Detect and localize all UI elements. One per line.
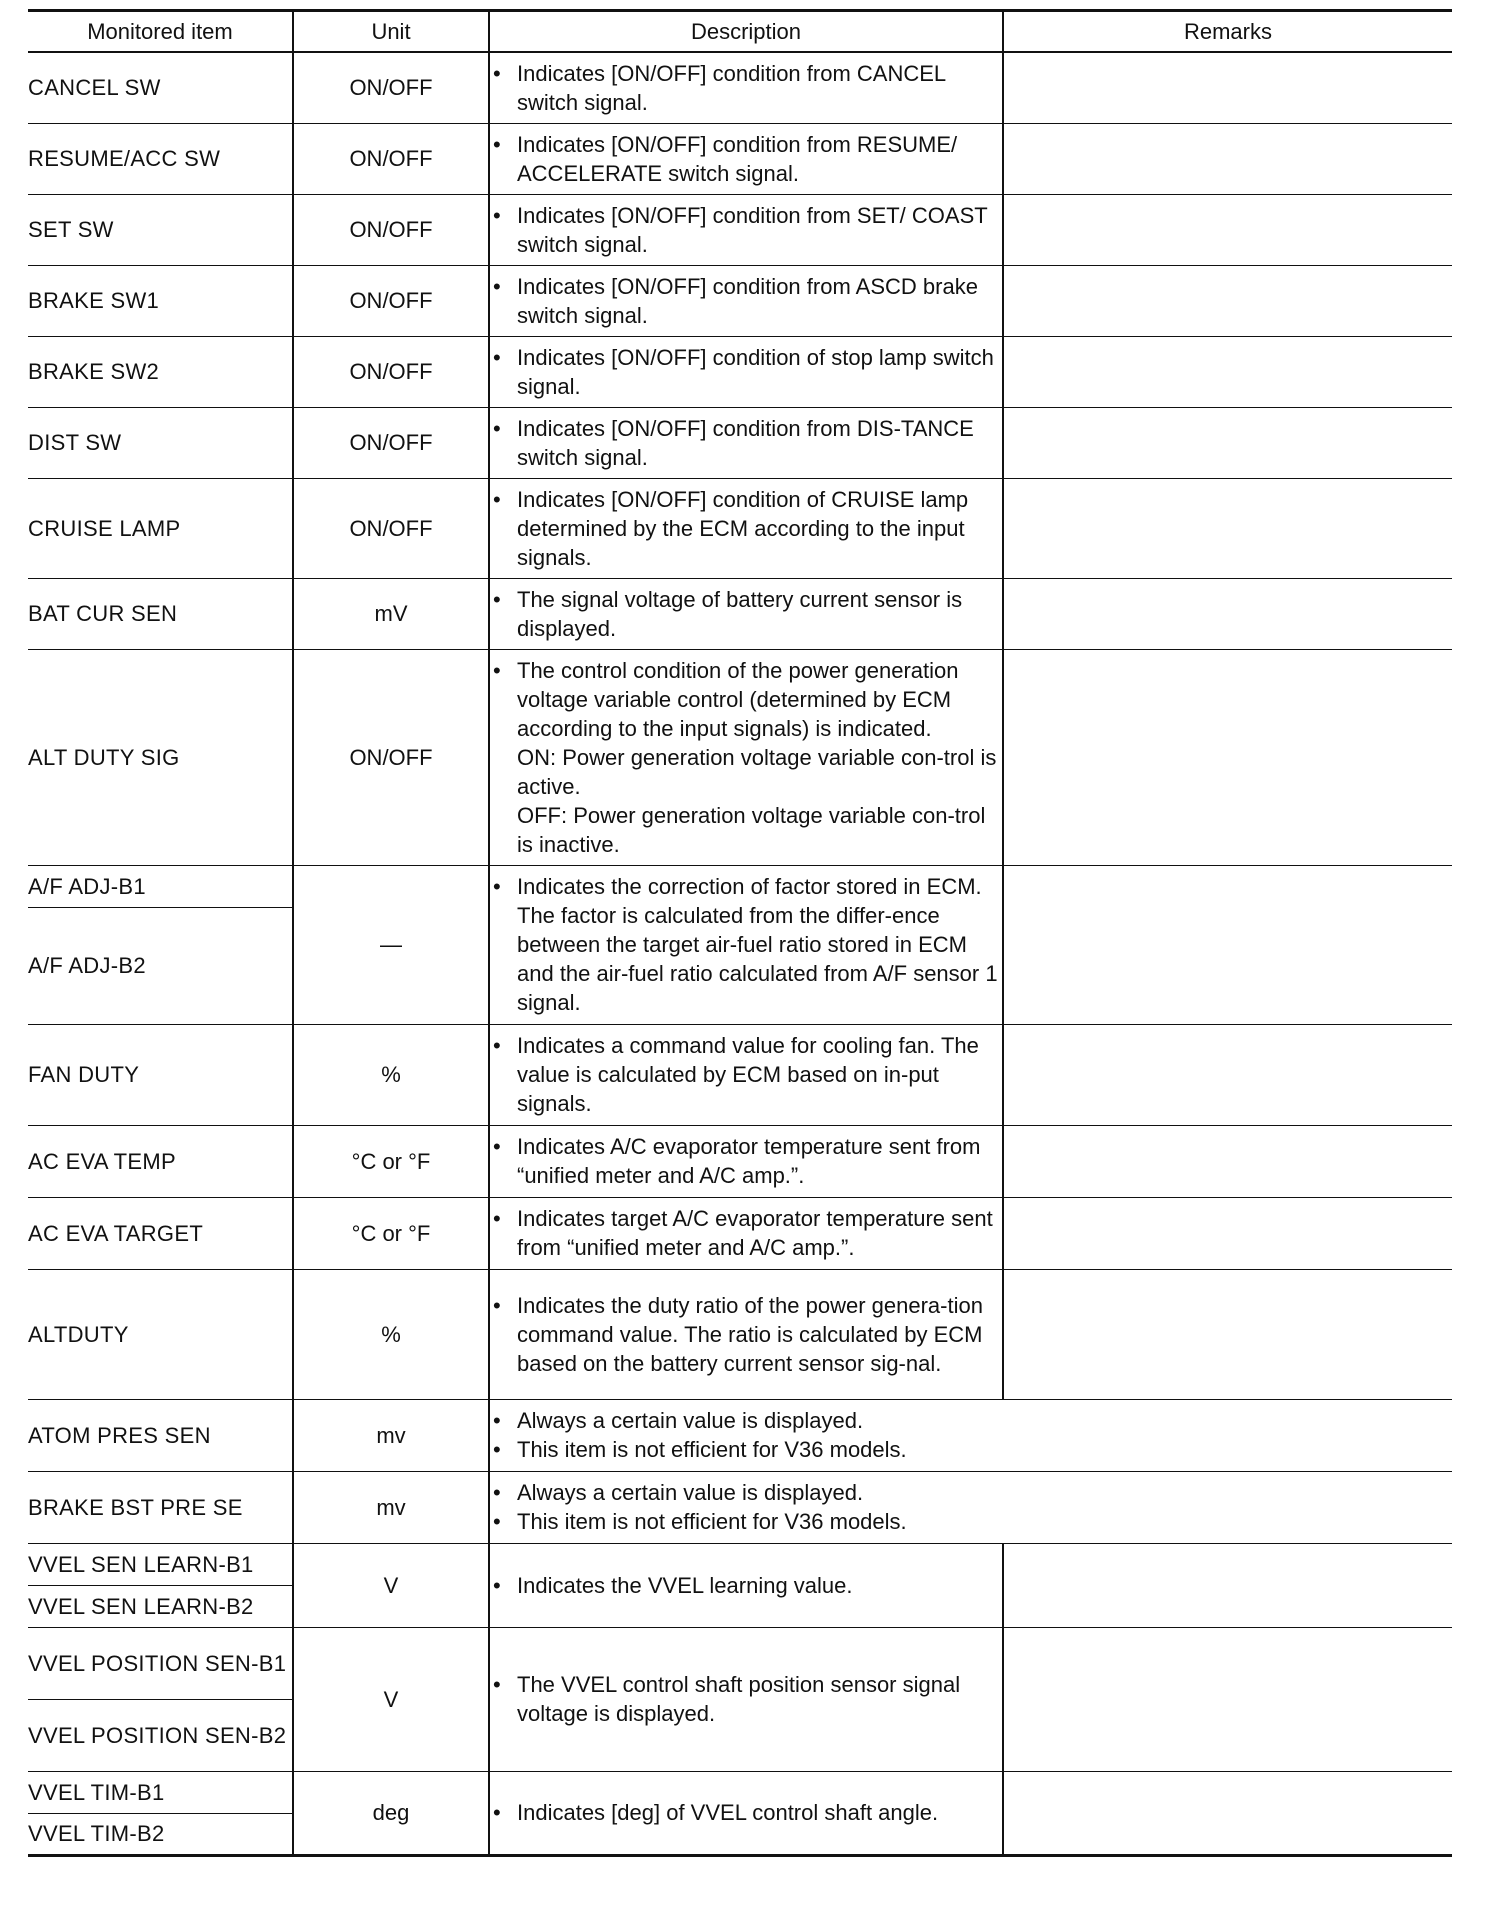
description-cell — [489, 1125, 1003, 1197]
unit-cell: ON/OFF — [293, 265, 489, 336]
monitored-item-cell: VVEL TIM-B1 — [28, 1771, 293, 1813]
remarks-cell — [1003, 478, 1452, 578]
description-bullet: • Indicates [ON/OFF] condition from DIS-TANCE switch signal. — [490, 414, 1002, 472]
remarks-cell — [1003, 1627, 1452, 1771]
unit-cell: °C or °F — [293, 1197, 489, 1269]
description-text: The control condition of the power generation voltage variable control (determined by ECM according to the input signals) is indicated. — [517, 657, 959, 741]
monitored-item-cell: VVEL TIM-B2 — [28, 1813, 293, 1855]
table-row — [28, 1543, 1452, 1585]
monitored-item-cell: CRUISE LAMP — [28, 478, 293, 578]
remarks-cell — [1003, 649, 1452, 865]
description-bullet: • Indicates [ON/OFF] condition from SET/ COAST switch signal. — [490, 201, 1002, 259]
remarks-cell — [1003, 1125, 1452, 1197]
header-remarks: Remarks — [1003, 11, 1452, 53]
unit-cell: mv — [293, 1399, 489, 1471]
monitored-item-cell: DIST SW — [28, 407, 293, 478]
unit-cell: mv — [293, 1471, 489, 1543]
table-row — [28, 265, 1452, 336]
description-cell — [489, 123, 1003, 194]
remarks-cell — [1003, 52, 1452, 123]
description-cell — [489, 478, 1003, 578]
monitored-item-cell: BRAKE SW2 — [28, 336, 293, 407]
table-row — [28, 407, 1452, 478]
monitored-item-cell: AC EVA TARGET — [28, 1197, 293, 1269]
monitored-item-cell: RESUME/ACC SW — [28, 123, 293, 194]
monitored-item-cell: VVEL POSITION SEN-B2 — [28, 1699, 293, 1771]
monitored-item-cell: BRAKE BST PRE SE — [28, 1471, 293, 1543]
unit-cell: ON/OFF — [293, 336, 489, 407]
unit-cell: mV — [293, 578, 489, 649]
table-row — [28, 1269, 1452, 1399]
table-row — [28, 865, 1452, 907]
remarks-cell — [1003, 1771, 1452, 1855]
description-bullet: • Indicates [ON/OFF] condition of CRUISE lamp determined by the ECM according to the input signals. — [490, 485, 1002, 572]
description-bullet: • This item is not efficient for V36 models. — [490, 1507, 1452, 1536]
table-row — [28, 52, 1452, 123]
table-row — [28, 1399, 1452, 1471]
unit-cell: ON/OFF — [293, 478, 489, 578]
table-row — [28, 336, 1452, 407]
remarks-cell — [1003, 1269, 1452, 1399]
description-cell — [489, 578, 1003, 649]
monitored-item-cell: ATOM PRES SEN — [28, 1399, 293, 1471]
description-cell — [489, 1197, 1003, 1269]
description-cell — [489, 1269, 1003, 1399]
unit-cell: ON/OFF — [293, 123, 489, 194]
description-bullet: • The VVEL control shaft position sensor signal voltage is displayed. — [490, 1670, 1002, 1728]
unit-cell: °C or °F — [293, 1125, 489, 1197]
description-cell — [489, 1024, 1003, 1125]
description-cell — [489, 649, 1003, 865]
description-bullet: • Indicates [deg] of VVEL control shaft angle. — [490, 1798, 1002, 1827]
description-off-note: OFF: Power generation voltage variable con-trol is inactive. — [517, 802, 986, 857]
description-cell — [489, 1399, 1452, 1471]
description-bullet: • Indicates target A/C evaporator temperature sent from “unified meter and A/C amp.”. — [490, 1204, 1002, 1262]
header-row — [28, 11, 1452, 53]
description-cell — [489, 1627, 1003, 1771]
unit-cell: V — [293, 1627, 489, 1771]
remarks-cell — [1003, 123, 1452, 194]
remarks-cell — [1003, 336, 1452, 407]
remarks-cell — [1003, 194, 1452, 265]
unit-cell: ON/OFF — [293, 407, 489, 478]
description-bullet: • Indicates A/C evaporator temperature sent from “unified meter and A/C amp.”. — [490, 1132, 1002, 1190]
monitored-item-cell: A/F ADJ-B1 — [28, 865, 293, 907]
remarks-cell — [1003, 1024, 1452, 1125]
description-bullet: • Indicates a command value for cooling fan. The value is calculated by ECM based on in-put signals. — [490, 1031, 1002, 1118]
description-bullet: • Indicates the correction of factor stored in ECM. The factor is calculated from the differ-ence between the target air-fuel ratio stored in ECM and the air-fuel ratio calculated from A/F sensor 1 signal. — [490, 872, 1002, 1017]
monitored-item-cell: VVEL SEN LEARN-B1 — [28, 1543, 293, 1585]
table-row — [28, 478, 1452, 578]
monitored-item-cell: SET SW — [28, 194, 293, 265]
remarks-cell — [1003, 1197, 1452, 1269]
unit-cell: % — [293, 1269, 489, 1399]
remarks-cell — [1003, 1543, 1452, 1627]
unit-cell: — — [293, 865, 489, 1024]
description-cell — [489, 1543, 1003, 1627]
monitored-item-cell: FAN DUTY — [28, 1024, 293, 1125]
description-cell — [489, 265, 1003, 336]
description-bullet — [490, 656, 1002, 859]
description-bullet: • Indicates [ON/OFF] condition from CANCEL switch signal. — [490, 59, 1002, 117]
table-row — [28, 123, 1452, 194]
description-cell — [489, 407, 1003, 478]
monitored-item-cell: ALTDUTY — [28, 1269, 293, 1399]
unit-cell: % — [293, 1024, 489, 1125]
description-bullet: • Indicates the VVEL learning value. — [490, 1571, 1002, 1600]
remarks-cell — [1003, 865, 1452, 1024]
monitored-item-cell: BAT CUR SEN — [28, 578, 293, 649]
table-row — [28, 1197, 1452, 1269]
remarks-cell — [1003, 265, 1452, 336]
unit-cell: ON/OFF — [293, 194, 489, 265]
unit-cell: deg — [293, 1771, 489, 1855]
monitored-item-cell: VVEL POSITION SEN-B1 — [28, 1627, 293, 1699]
table-row — [28, 1024, 1452, 1125]
monitored-item-cell: A/F ADJ-B2 — [28, 907, 293, 1024]
unit-cell: ON/OFF — [293, 52, 489, 123]
description-cell — [489, 1471, 1452, 1543]
description-bullet: • Indicates [ON/OFF] condition from RESUME/ ACCELERATE switch signal. — [490, 130, 1002, 188]
unit-cell: ON/OFF — [293, 649, 489, 865]
monitored-item-cell: VVEL SEN LEARN-B2 — [28, 1585, 293, 1627]
description-bullet: • The signal voltage of battery current sensor is displayed. — [490, 585, 1002, 643]
description-on-note: ON: Power generation voltage variable con-trol is active. — [517, 744, 997, 799]
description-cell — [489, 865, 1003, 1024]
monitored-item-cell: CANCEL SW — [28, 52, 293, 123]
table-row — [28, 194, 1452, 265]
monitored-item-cell: ALT DUTY SIG — [28, 649, 293, 865]
description-bullet: • Always a certain value is displayed. — [490, 1406, 1452, 1435]
description-cell — [489, 336, 1003, 407]
description-cell — [489, 1771, 1003, 1855]
description-cell — [489, 52, 1003, 123]
header-unit: Unit — [293, 11, 489, 53]
description-bullet: • This item is not efficient for V36 models. — [490, 1435, 1452, 1464]
description-bullet: • Indicates [ON/OFF] condition from ASCD brake switch signal. — [490, 272, 1002, 330]
table-row — [28, 1471, 1452, 1543]
header-monitored-item: Monitored item — [28, 11, 293, 53]
description-bullet: • Indicates [ON/OFF] condition of stop lamp switch signal. — [490, 343, 1002, 401]
header-description: Description — [489, 11, 1003, 53]
monitored-item-cell: BRAKE SW1 — [28, 265, 293, 336]
table-row — [28, 649, 1452, 865]
remarks-cell — [1003, 578, 1452, 649]
monitor-item-table — [28, 9, 1452, 1857]
monitored-item-cell: AC EVA TEMP — [28, 1125, 293, 1197]
table-row — [28, 1771, 1452, 1813]
description-bullet: • Always a certain value is displayed. — [490, 1478, 1452, 1507]
table-row — [28, 578, 1452, 649]
unit-cell: V — [293, 1543, 489, 1627]
description-bullet: • Indicates the duty ratio of the power genera-tion command value. The ratio is calculated by ECM based on the battery current sensor sig-nal. — [490, 1291, 1002, 1378]
table-row — [28, 1627, 1452, 1699]
description-cell — [489, 194, 1003, 265]
table-row — [28, 1125, 1452, 1197]
remarks-cell — [1003, 407, 1452, 478]
